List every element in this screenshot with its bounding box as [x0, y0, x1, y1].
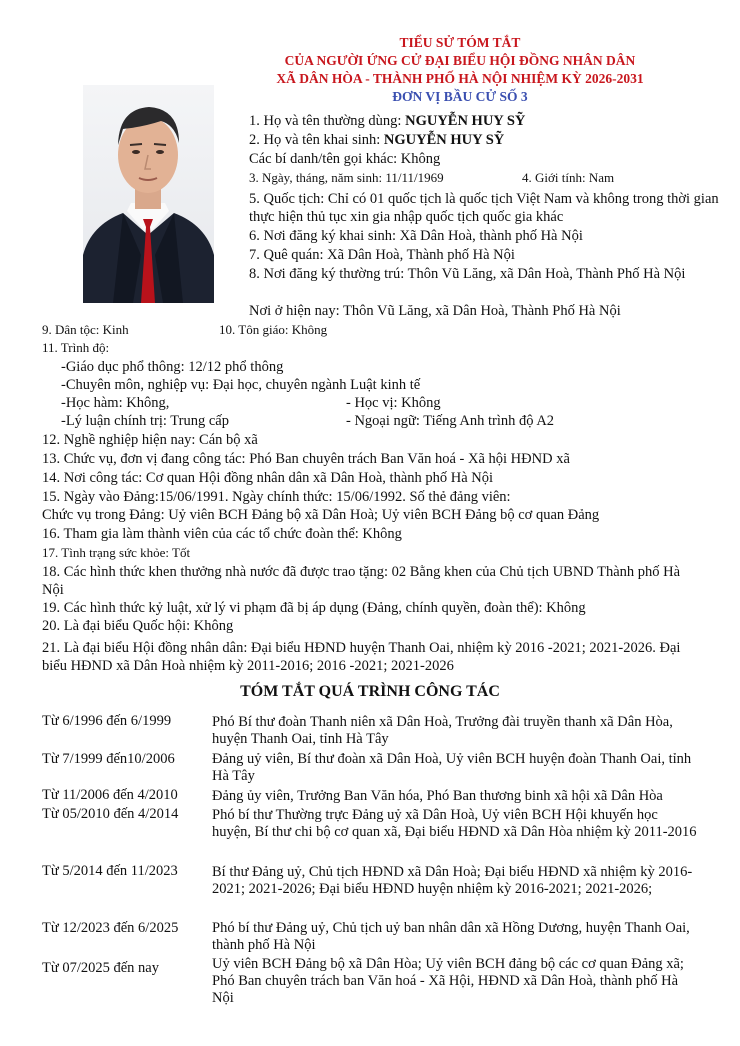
dob-line: 3. Ngày, tháng, năm sinh: 11/11/1969: [249, 170, 444, 185]
edu-academic-rank: -Học hàm: Không,: [61, 395, 170, 411]
career-section-title: TÓM TẮT QUÁ TRÌNH CÔNG TÁC: [240, 683, 500, 700]
health-line: 17. Tình trạng sức khỏe: Tốt: [42, 545, 191, 560]
edu-general: -Giáo dục phổ thông: 12/12 phổ thông: [61, 359, 284, 375]
career-time: Từ 7/1999 đến10/2006: [42, 751, 175, 767]
career-desc: Đảng uỷ viên, Bí thư đoàn xã Dân Hoà, Uỷ viên BCH huyện đoàn Thanh Oai, tỉnh Hà Tây: [212, 751, 692, 784]
current-address-line: Nơi ở hiện nay: Thôn Vũ Lăng, xã Dân Hoà, Thành Phố Hà Nội: [249, 303, 621, 319]
workplace-line: 14. Nơi công tác: Cơ quan Hội đồng nhân dân xã Dân Hoà, thành phố Hà Nội: [42, 470, 494, 486]
career-time: Từ 11/2006 đến 4/2010: [42, 787, 178, 803]
candidate-photo: [83, 85, 214, 303]
career-time: Từ 12/2023 đến 6/2025: [42, 920, 179, 936]
common-name-line: 1. Họ và tên thường dùng: NGUYỄN HUY SỸ: [249, 113, 526, 129]
edu-foreign-language: - Ngoại ngữ: Tiếng Anh trình độ A2: [346, 413, 555, 429]
doc-commune-term: XÃ DÂN HÒA - THÀNH PHỐ HÀ NỘI NHIỆM KỲ 2026-2031: [276, 71, 644, 86]
occupation-line: 12. Nghề nghiệp hiện nay: Cán bộ xã: [42, 432, 258, 448]
edu-major: -Chuyên môn, nghiệp vụ: Đại học, chuyên ngành Luật kinh tế: [61, 377, 421, 393]
career-time: Từ 05/2010 đến 4/2014: [42, 806, 179, 822]
career-desc: Đảng ủy viên, Trưởng Ban Văn hóa, Phó Ban thương binh xã hội xã Dân Hòa: [212, 788, 663, 804]
alias-line: Các bí danh/tên gọi khác: Không: [249, 151, 441, 167]
na-delegate-line: 20. Là đại biểu Quốc hội: Không: [42, 618, 234, 634]
hometown-line: 7. Quê quán: Xã Dân Hoà, Thành phố Hà Nội: [249, 247, 515, 263]
career-time: Từ 6/1996 đến 6/1999: [42, 713, 172, 729]
career-desc: Phó Bí thư đoàn Thanh niên xã Dân Hoà, Trưởng đài truyền thanh xã Dân Hòa, huyện Thanh Oai, tỉnh Hà Tây: [212, 714, 673, 747]
doc-title: TIỂU SỬ TÓM TẮT: [399, 35, 521, 50]
edu-degree: - Học vị: Không: [346, 395, 441, 411]
awards-line: 18. Các hình thức khen thưởng nhà nước đã được trao tặng: 02 Bằng khen của Chủ tịch UBND Thành phố Hà Nội: [42, 564, 681, 598]
career-time: Từ 07/2025 đến nay: [42, 960, 159, 976]
party-date-line: 15. Ngày vào Đảng:15/06/1991. Ngày chính thức: 15/06/1992. Số thẻ đảng viên:: [42, 489, 511, 505]
residence-line: 8. Nơi đăng ký thường trú: Thôn Vũ Lăng, xã Dân Hoà, Thành Phố Hà Nội: [249, 266, 686, 282]
position-line: 13. Chức vụ, đơn vị đang công tác: Phó Ban chuyên trách Ban Văn hoá - Xã hội HĐND xã: [42, 451, 570, 467]
birthplace-line: 6. Nơi đăng ký khai sinh: Xã Dân Hoà, thành phố Hà Nội: [249, 228, 583, 244]
ethnicity-line: 9. Dân tộc: Kinh: [42, 322, 129, 337]
party-role-line: Chức vụ trong Đảng: Uỷ viên BCH Đảng bộ xã Dân Hoà; Uỷ viên BCH Đảng bộ cơ quan Đảng: [42, 507, 600, 523]
doc-subtitle: CỦA NGƯỜI ỨNG CỬ ĐẠI BIỂU HỘI ĐỒNG NHÂN DÂN: [284, 53, 636, 68]
career-desc: Bí thư Đảng uỷ, Chủ tịch HĐND xã Dân Hoà; Đại biểu HĐND xã nhiệm kỳ 2016-2021; 2021-2026; Đại biểu HĐND huyện nhiệm kỳ 2016-2021; 2021-2026;: [212, 864, 693, 897]
career-time: Từ 5/2014 đến 11/2023: [42, 863, 178, 879]
religion-line: 10. Tôn giáo: Không: [219, 322, 328, 337]
electoral-unit: ĐƠN VỊ BẦU CỬ SỐ 3: [392, 89, 528, 104]
edu-political-theory: -Lý luận chính trị: Trung cấp: [61, 413, 229, 429]
nationality-line: 5. Quốc tịch: Chỉ có 01 quốc tịch là quốc tịch Việt Nam và không trong thời gian thực hiện thủ tục xin gia nhập quốc tịch quốc gia khác: [249, 191, 719, 225]
education-title: 11. Trình độ:: [42, 340, 110, 355]
birth-name-line: 2. Họ và tên khai sinh: NGUYỄN HUY SỸ: [249, 132, 505, 148]
discipline-line: 19. Các hình thức kỷ luật, xử lý vi phạm đã bị áp dụng (Đảng, chính quyền, đoàn thể): Không: [42, 600, 586, 616]
career-desc: Phó bí thư Thường trực Đảng uỷ xã Dân Hoà, Uỷ viên BCH Hội khuyến học huyện, Bí thư chi bộ cơ quan xã, Đại biểu HĐND xã Dân Hòa nhiệm kỳ 2011-2016: [212, 807, 697, 840]
gender-line: 4. Giới tính: Nam: [522, 170, 615, 185]
organizations-line: 16. Tham gia làm thành viên của các tổ chức đoàn thể: Không: [42, 526, 402, 542]
career-desc: Uỷ viên BCH Đảng bộ xã Dân Hòa; Uỷ viên BCH đảng bộ các cơ quan Đảng xã; Phó Ban chuyên trách ban Văn hoá - Xã Hội, HĐND xã Dân Hoà, thành phố Hà Nội: [212, 956, 684, 1006]
council-delegate-line: 21. Là đại biểu Hội đồng nhân dân: Đại biểu HĐND huyện Thanh Oai, nhiệm kỳ 2016 -2021; 2021-2026. Đại biểu HĐND xã Dân Hoà nhiệm kỳ 2011-2016; 2016 -2021; 2021-2026: [42, 640, 681, 674]
career-desc: Phó bí thư Đảng uỷ, Chủ tịch uỷ ban nhân dân xã Hồng Dương, huyện Thanh Oai, thành phố Hà Nội: [212, 920, 690, 953]
